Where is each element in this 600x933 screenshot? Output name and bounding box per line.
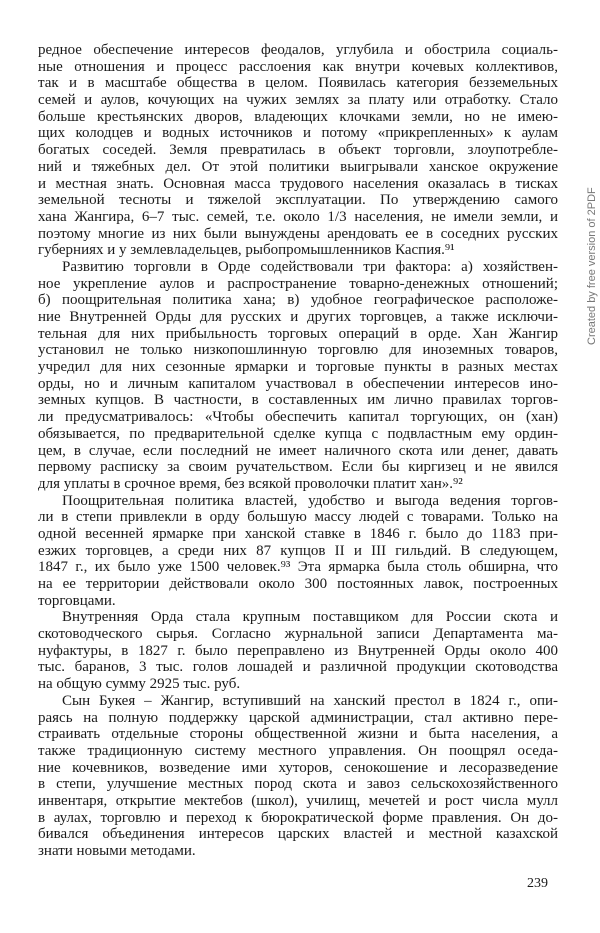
text-line: ное укрепление аулов и распространение товарно-денежных отношений;: [38, 275, 558, 292]
text-line: земельной тесноты и тяжелой эксплуатации. По утверждению самого: [38, 192, 558, 209]
text-line: больше крестьянских дворов, владеющих клочками земли, но не имею-: [38, 108, 558, 125]
page-number: 239: [527, 876, 548, 891]
text-line: учредил для них сезонные ярмарки и торговые пункты в разных местах: [38, 359, 558, 376]
paragraph: [38, 609, 558, 692]
text-line: в степи, улучшение местных пород скота и завоз сельскохозяйственного: [38, 776, 558, 793]
text-line: тельная для них прибыльность торговых операций в орде. Хан Жангир: [38, 325, 558, 342]
text-line: нуфактуры, в 1827 г. было переправлено из Внутренней Орды около 400: [38, 642, 558, 659]
text-line: 1847 г., их было уже 1500 человек.⁹³ Эта ярмарка была столь обширна, что: [38, 559, 558, 576]
text-line: ли в степи привлекли в орду большую массу людей с товарами. Только на: [38, 509, 558, 526]
text-line: щих колодцев и водных источников и потому «прикрепленных» к аулам: [38, 125, 558, 142]
text-line: ний и тяжебных дел. От этой политики выигрывали ханское окружение: [38, 158, 558, 175]
text-line: на общую сумму 2925 тыс. руб.: [38, 676, 241, 693]
text-line: обязывается, по предварительной сделке купца с подвластным ему ордин-: [38, 425, 558, 442]
text-line: езжих торговцев, а среди них 87 купцов II и III гильдий. В следующем,: [38, 542, 558, 559]
text-line: цем, в случае, если последний не имеет наличного скота или денег, давать: [38, 442, 558, 459]
text-line: в аулах, торговлю и переход к бюрократической форме правления. Он до-: [38, 809, 558, 826]
text-line: ли предусматривалось: «Чтобы обеспечить капитал торгующих, он (хан): [38, 409, 558, 426]
text-line: торговцами.: [38, 592, 116, 609]
text-line: поэтому многие из них были вынуждены арендовать ее в соседних русских: [38, 225, 558, 242]
text-line: орды, но и личным капиталом участвовал в обеспечении интересов ино-: [38, 375, 558, 392]
text-line: скотоводческого сырья. Согласно журнальной записи Департамента ма-: [38, 626, 558, 643]
text-line: ние Внутренней Орды для русских и других торговцев, а также исключи-: [38, 309, 558, 325]
text-line: богатых соседей. Земля превратилась в объект торговли, злоупотребле-: [38, 142, 558, 159]
text-line: семей и аулов, кочующих на чужих землях за плату или отработку. Стало: [38, 92, 558, 109]
page-body-text: [38, 42, 558, 860]
text-line: также традиционную систему местного управления. Он поощрял оседа-: [38, 742, 558, 759]
watermark: Created by free version of 2PDF: [586, 187, 598, 345]
text-line: знати новыми методами.: [38, 843, 196, 859]
text-line: на ее территории действовали около 300 постоянных лавок, построенных: [38, 576, 558, 592]
text-line: Поощрительная политика властей, удобство и выгода ведения торгов-: [62, 492, 558, 509]
text-line: Сын Букея – Жангир, вступивший на ханский престол в 1824 г., опи-: [62, 692, 558, 709]
text-line: Внутренняя Орда стала крупным поставщиком для России скота и: [62, 609, 558, 626]
text-line: земных купцов. В частности, в составленных им лично правилах торгов-: [38, 392, 558, 409]
text-line: б) поощрительная политика хана; в) удобное географическое расположе-: [38, 292, 558, 309]
text-line: так и в масштабе общества в целом. Появилась категория безземельных: [38, 75, 558, 92]
text-line: для уплаты в срочное время, без всякой проволочки платит хан».⁹²: [38, 475, 463, 492]
text-line: редное обеспечение интересов феодалов, углубила и обострила социаль-: [38, 42, 558, 58]
text-line: хана Жангира, 6–7 тыс. семей, т.е. около 1/3 населения, не имели земли, и: [38, 208, 558, 225]
paragraph: [38, 259, 558, 493]
text-line: установил не только низкопошлинную торговлю для иноземных товаров,: [38, 342, 558, 359]
text-line: губерниях и у землевладельцев, рыбопромышленников Каспия.⁹¹: [38, 242, 455, 259]
text-line: первому расписку за своим ручательством. Если бы киргизец и не явился: [38, 459, 558, 476]
text-line: раясь на полную поддержку царской администрации, стал активно пере-: [38, 709, 558, 726]
text-line: страивать отдельные стороны общественной жизни и быта населения, а: [38, 726, 558, 743]
text-line: бивался объединения интересов царских властей и местной казахской: [38, 826, 558, 843]
paragraph: [38, 693, 558, 860]
text-line: ние кочевников, возведение ими хуторов, сенокошение и лесоразведение: [38, 759, 558, 776]
text-line: Развитию торговли в Орде содействовали три фактора: а) хозяйствен-: [62, 258, 558, 275]
paragraph: [38, 42, 558, 259]
text-line: тыс. баранов, 3 тыс. голов лошадей и различной продукции скотоводства: [38, 659, 558, 676]
text-line: одной весенней ярмарке при ханской ставке в 1846 г. было до 1183 при-: [38, 525, 558, 542]
text-line: инвентаря, открытие мектебов (школ), училищ, мечетей и рост числа мулл: [38, 792, 558, 809]
text-line: и местная знать. Основная масса трудового населения оказалась в тисках: [38, 175, 558, 192]
paragraph: [38, 493, 558, 610]
text-line: ные отношения и процесс расслоения как внутри кочевых коллективов,: [38, 58, 558, 75]
